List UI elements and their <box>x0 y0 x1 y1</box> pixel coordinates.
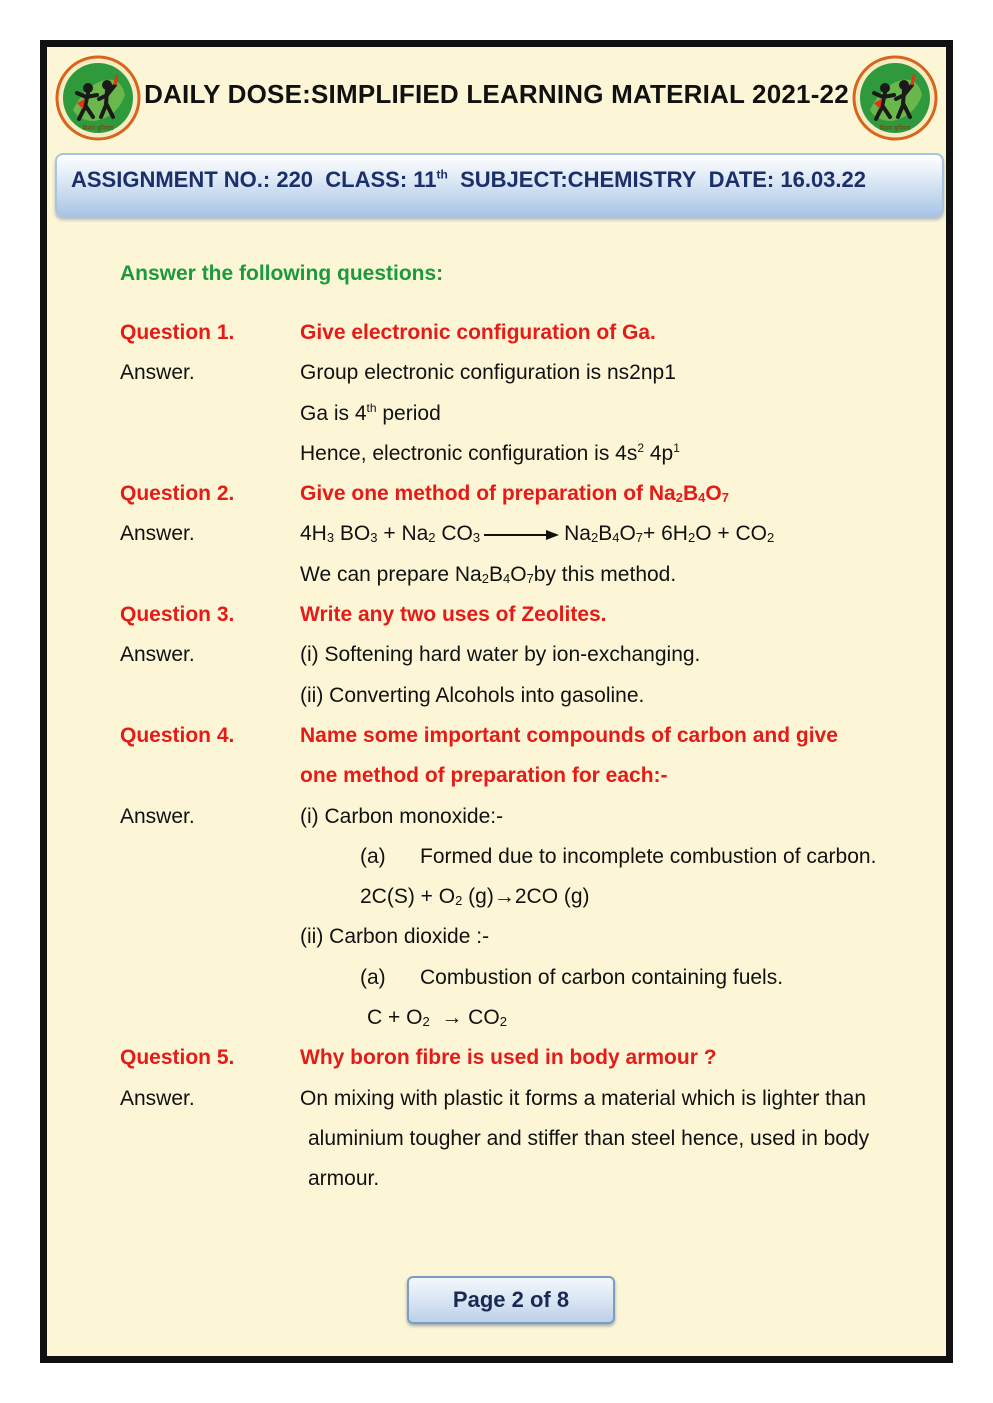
reaction-arrow-icon <box>484 528 560 542</box>
class-sup: th <box>436 167 448 182</box>
answer-label: Answer. <box>120 804 195 828</box>
chemical-equation: $2C(S) + O_2$ (g)→2CO (g) <box>360 885 590 909</box>
answer-row <box>120 877 950 917</box>
question-text: one method of preparation for each:- <box>300 764 668 788</box>
logo-caption: मिशन बुनियाद <box>879 125 911 132</box>
question-label: Question 1. <box>120 321 235 344</box>
question-text: Give one method of preparation of $Na_2B_4O_7$ <box>300 482 729 506</box>
assignment-banner <box>55 153 944 217</box>
answer-line: (i) Softening hard water by ion-exchanging. <box>300 643 701 667</box>
page-frame <box>40 40 953 1363</box>
answer-line: aluminium tougher and stiffer than steel hence, used in body <box>308 1126 870 1150</box>
question-label: Question 5. <box>120 1046 235 1070</box>
question-row <box>120 716 950 756</box>
answer-row <box>120 917 950 957</box>
content <box>120 262 950 1200</box>
question-label: Question 3. <box>120 603 235 627</box>
answer-row <box>120 1119 950 1159</box>
question-row <box>120 756 950 796</box>
question-row <box>120 595 950 635</box>
answer-line: armour. <box>308 1167 380 1191</box>
chemical-equation: $4H_3$ $BO_3 + Na_2$ $CO_3$ $Na_2B_4O_7+ 6H_2O + CO_2$ <box>300 522 775 546</box>
answer-label: Answer. <box>120 522 195 546</box>
answer-line: We can prepare $Na_2B_4O_7by$ this method. <box>300 562 677 586</box>
answer-row <box>120 353 950 393</box>
question-text: Write any two uses of Zeolites. <box>300 603 607 627</box>
answer-line: (a) Formed due to incomplete combustion of carbon. <box>360 844 877 868</box>
question-text: Give electronic configuration of Ga. <box>300 321 656 344</box>
banner-text <box>71 167 866 193</box>
chemical-equation: $C + O_2 \to CO_2$ <box>367 1006 507 1030</box>
answer-row <box>120 676 950 716</box>
subject-label: SUBJECT:CHEMISTRY <box>460 167 697 192</box>
answer-label: Answer. <box>120 643 195 667</box>
answer-row <box>120 1079 950 1119</box>
answer-row <box>120 514 950 554</box>
answer-row <box>120 434 950 474</box>
answer-line: (a) Combustion of carbon containing fuels. <box>360 965 784 989</box>
logo-caption: मिशन बुनियाद <box>82 125 114 132</box>
answer-label: Answer. <box>120 1086 195 1110</box>
question-text: Name some important compounds of carbon and give <box>300 723 838 747</box>
answer-line: (ii) Converting Alcohols into gasoline. <box>300 683 645 707</box>
class-label: CLASS: 11 <box>325 167 437 192</box>
question-row <box>120 1038 950 1078</box>
page-number: Page 2 of 8 <box>407 1276 615 1324</box>
answer-line: Group electronic configuration is ns2np1 <box>300 361 676 385</box>
assignment-number: ASSIGNMENT NO.: 220 <box>71 167 314 192</box>
date-label: DATE: 16.03.22 <box>708 167 867 192</box>
answer-line: Hence, electronic configuration is $4s^2$ $4p^1$ <box>300 440 680 465</box>
answer-line: (ii) Carbon dioxide :- <box>300 925 490 949</box>
answer-line: (i) Carbon monoxide:- <box>300 804 504 828</box>
answer-line: Ga is 4th period <box>300 400 441 425</box>
answer-row <box>120 998 950 1038</box>
answer-row <box>120 555 950 595</box>
question-text: Why boron fibre is used in body armour ? <box>300 1046 717 1070</box>
question-label: Question 2. <box>120 482 235 506</box>
page-title: DAILY DOSE:SIMPLIFIED LEARNING MATERIAL 2021-22 <box>144 79 849 109</box>
question-row <box>120 313 950 353</box>
instruction: Answer the following questions: <box>120 262 444 285</box>
answer-row <box>120 797 950 837</box>
answer-row <box>120 635 950 675</box>
answer-row <box>120 958 950 998</box>
question-label: Question 4. <box>120 723 235 747</box>
answer-row <box>120 394 950 434</box>
answer-line: On mixing with plastic it forms a material which is lighter than <box>300 1086 867 1110</box>
answer-row <box>120 1159 950 1199</box>
answer-label: Answer. <box>120 361 195 385</box>
question-row <box>120 474 950 514</box>
answer-row <box>120 837 950 877</box>
